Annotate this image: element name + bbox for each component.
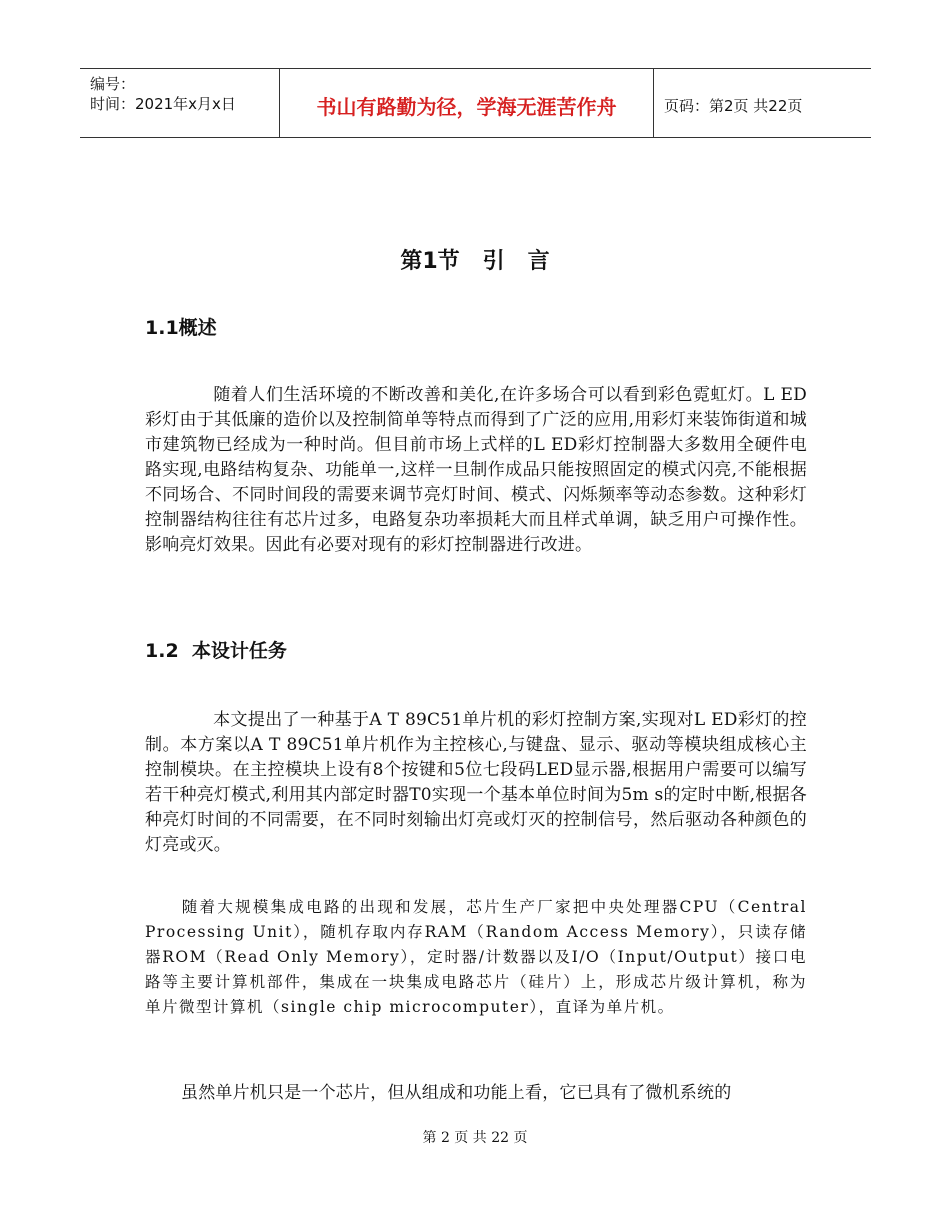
- header-motto-cell: [280, 69, 654, 137]
- chapter-title: 第1节 引 言: [400, 249, 550, 274]
- section-heading-design-task: 1.2 本设计任务: [145, 640, 287, 662]
- header-page-number: 页码：第2页 共22页: [664, 97, 803, 115]
- document-header: [80, 68, 871, 138]
- document-number-label: 编号：: [90, 75, 136, 93]
- mcu-intro-paragraph: 随着大规模集成电路的出现和发展，芯片生产厂家把中央处理器CPU（Central Processing Unit），随机存取内存RAM（Random Access Memory），只读存储器ROM（Read Only Memory），定时器/计数器以及I/O（Input/Output）接口电路等主要计算机部件，集成在一块集成电路芯片（硅片）上，形成芯片级计算机，称为单片微型计算机（single chip microcomputer），直译为单片机。: [145, 898, 807, 1016]
- overview-paragraph: 随着人们生活环境的不断改善和美化,在许多场合可以看到彩色霓虹灯。L ED彩灯由于其低廉的造价以及控制简单等特点而得到了广泛的应用,用彩灯来装饰街道和城市建筑物已经成为一种时尚。但目前市场上式样的L ED彩灯控制器大多数用全硬件电路实现,电路结构复杂、功能单一,这样一旦制作成品只能按照固定的模式闪亮,不能根据不同场合、不同时间段的需要来调节亮灯时间、模式、闪烁频率等动态参数。这种彩灯控制器结构往往有芯片过多，电路复杂功率损耗大而且样式单调，缺乏用户可操作性。影响亮灯效果。因此有必要对现有的彩灯控制器进行改进。: [145, 385, 807, 555]
- header-page-cell: [654, 69, 871, 137]
- section-heading-overview: 1.1概述: [145, 317, 217, 339]
- header-motto: 书山有路勤为径，学海无涯苦作舟: [316, 95, 617, 119]
- mcu-system-paragraph: 虽然单片机只是一个芯片，但从组成和功能上看，它已具有了微机系统的: [181, 1083, 732, 1103]
- design-task-paragraph: 本文提出了一种基于A T 89C51单片机的彩灯控制方案,实现对L ED彩灯的控制。本方案以A T 89C51单片机作为主控核心,与键盘、显示、驱动等模块组成核心主控制模块。在主控模块上设有8个按键和5位七段码LED显示器,根据用户需要可以编写若干种亮灯模式,利用其内部定时器T0实现一个基本单位时间为5m s的定时中断,根据各种亮灯时间的不同需要，在不同时刻输出灯亮或灯灭的控制信号，然后驱动各种颜色的灯亮或灭。: [145, 710, 807, 855]
- document-date-label: 时间：2021年x月x日: [90, 95, 236, 113]
- page-footer: 第 2 页 共 22 页: [422, 1130, 528, 1146]
- header-info-cell: [80, 69, 280, 137]
